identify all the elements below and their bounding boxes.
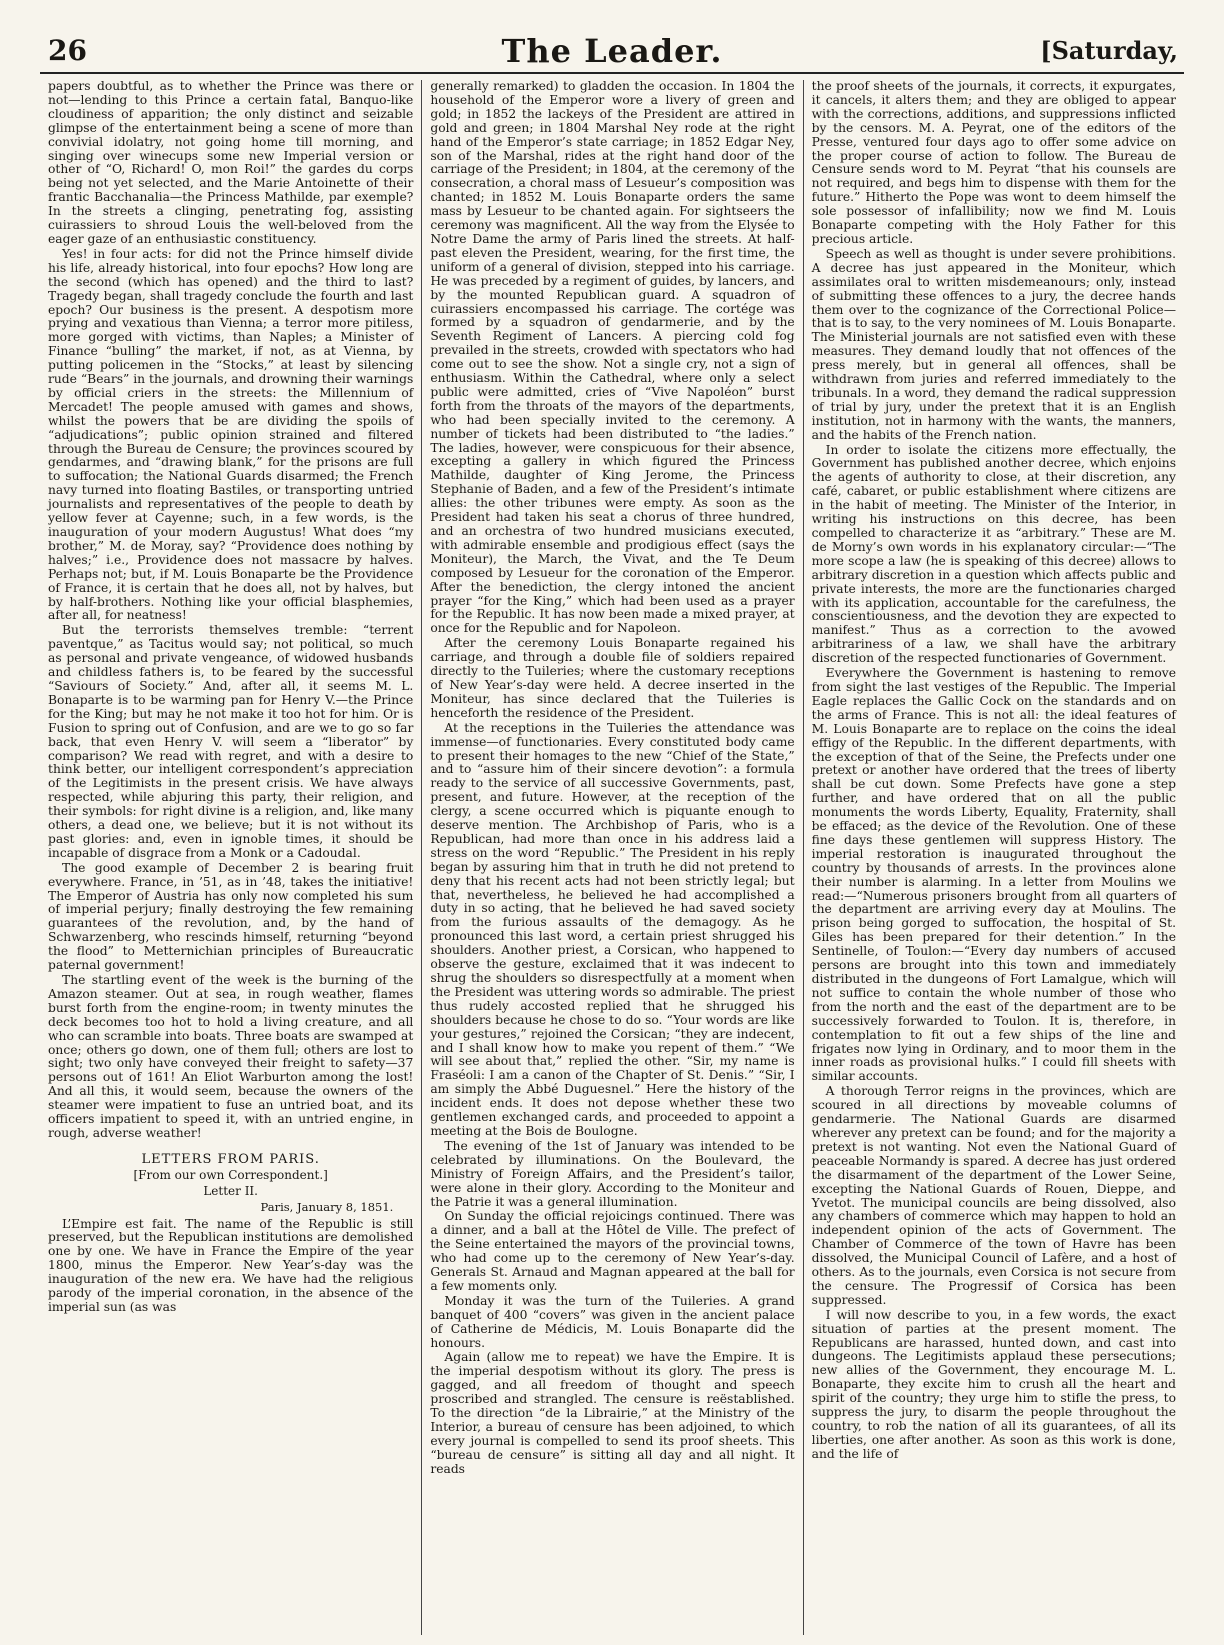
column-3 [803, 80, 1184, 1635]
paragraph: L’Empire est fait. The name of the Republic is still preserved, but the Republican institutions are demolished one by one. We have in France the Empire of the year 1800, minus the Emperor. New Year’s-day was the inauguration of the new era. We have had the religious parody of the imperial coronation, in the absence of the imperial sun (as was [48, 1216, 414, 1314]
paragraph: The good example of December 2 is bearing fruit everywhere. France, in ’51, as in ’48, takes the initiative! The Emperor of Austria has only now completed his sum of imperial perjury; finally destroying the few remaining guarantees of the revolution, and, by the hand of Schwarzenberg, who rescinds himself, returning “beyond the flood” to Metternichian principles of Bureaucratic paternal government! [48, 860, 414, 973]
paragraph: Yes! in four acts: for did not the Prince himself divide his life, already historical, into four epochs? How long are the second (which has opened) and the third to last? Tragedy began, shall tragedy conclude the fourth and last epoch? Our business is the present. A despotism more prying and vexatious than Vienna; a terror more pitiless, more gorged with victims, than Naples; a Minister of Finance “bulling” the market, if not, as at Vienna, by putting policemen in the “Stocks,” at least by silencing rude “Bears” in the journals, and drowning their warnings by official criers in the streets: the Millennium of Mercadet! The people amused with games and shows, whilst the powers that be are dividing the spoils of “adjudications”; public opinion strained and filtered through the Bureau de Censure; the provinces scoured by gendarmes, and “drawing blank,” for the prisons are full to suffocation; the National Guards disarmed; the French navy turned into floating Bastiles, or transporting untried journalists and representatives of the people to death by yellow fever at Cayenne; such, in a few words, is the inauguration of your modern Augustus! What does “my brother,” M. de Moray, say? “Providence does nothing by halves;” i.e., Providence does not massacre by halves. Perhaps not; but, if M. Louis Bonaparte be the Providence of France, it is certain that he does all, not by halves, but by half-brothers. Nothing like your official blasphemies, after all, for neatness! [48, 246, 414, 623]
paragraph: The startling event of the week is the burning of the Amazon steamer. Out at sea, in rough weather, flames burst forth from the engine-room; in twenty minutes the deck becomes too hot to hold a living creature, and all who can scramble into boats. Three boats are swamped at once; others go down, one of them full; others are lost to sight; two only have conveyed their freight to safety—37 persons out of 161! An Eliot Warburton among the lost! And all this, it would seem, because the owners of the steamer were impatient to fuse an untried boat, and its officers impatient to speed it, with an untried engine, in rough, adverse weather! [48, 973, 414, 1140]
section-heading: LETTERS FROM PARIS. [141, 1151, 320, 1167]
paragraph: Monday it was the turn of the Tuileries. A grand banquet of 400 “covers” was given in the ancient palace of Catherine de Médicis, M. Louis Bonaparte did the honours. [430, 1293, 795, 1350]
paragraph: After the ceremony Louis Bonaparte regained his carriage, and through a double file of soldiers repaired directly to the Tuileries; where the customary receptions of New Year’s-day were held. A decree inserted in the Moniteur, has since declared that the Tuileries is henceforth the residence of the President. [430, 636, 795, 720]
paragraph: A thorough Terror reigns in the provinces, which are scoured in all directions by moveable columns of gendarmerie. The National Guards are disarmed wherever any pretext can be found; and for the majority a pretext is not wanting. Not even the National Guard of peaceable Normandy is spared. A decree has just ordered the disarmament of the department of the Lower Seine, excepting the National Guards of Rouen, Dieppe, and Yvetot. The municipal councils are being dissolved, also any chambers of commerce which may happen to hold an independent opinion of the acts of Government. The Chamber of Commerce of the town of Havre has been dissolved, the Municipal Council of Lafère, and a host of others. As to the journals, even Corsica is not secure from the censure. The Progressif of Corsica has been suppressed. [811, 1084, 1176, 1307]
masthead-title: The Leader. [501, 32, 723, 70]
paragraph: Again (allow me to repeat) we have the Empire. It is the imperial despotism without its glory. The press is gagged, and all freedom of thought and speech proscribed and strangled. The censure is reëstablished. To the direction “de la Librairie,” at the Ministry of the Interior, a bureau of censure has been adjoined, to which every journal is compelled to send its proof sheets. This “bureau de censure” is sitting all day and all night. It reads [430, 1350, 795, 1476]
paragraph: The evening of the 1st of January was intended to be celebrated by illuminations. On the Boulevard, the Ministry of Foreign Affairs, and the President’s tailor, were alone in their glory. According to the Moniteur and the Patrie it was a general illumination. [430, 1138, 795, 1209]
paragraph: I will now describe to you, in a few words, the exact situation of parties at the present moment. The Republicans are harassed, hunted down, and cast into dungeons. The Legitimists applaud these persecutions; new allies of the Government, they encourage M. L. Bonaparte, they excite him to crush all the heart and spirit of the country; they urge him to stifle the press, to suppress the jury, to disarm the people throughout the country, to rob the nation of all its guarantees, of all its liberties, one after another. As soon as this work is done, and the life of [811, 1307, 1176, 1461]
column-2 [421, 80, 802, 1635]
section-header [48, 1153, 413, 1215]
letter-date: Paris, January 8, 1851. [260, 1199, 394, 1214]
paragraph: On Sunday the official rejoicings continued. There was a dinner, and a ball at the Hôtel de Ville. The prefect of the Seine entertained the mayors of the provincial towns, who had come up to the ceremony of New Year’s-day. Generals St. Arnaud and Magnan appeared at the ball for a few moments only. [430, 1209, 795, 1293]
section-subheading: [From our own Correspondent.] [133, 1167, 328, 1182]
paragraph: generally remarked) to gladden the occasion. In 1804 the household of the Emperor wore a livery of green and gold; in 1852 the lackeys of the President are attired in gold and green; in 1804 Marshal Ney rode at the right hand of the Emperor’s state carriage; in 1852 Edgar Ney, son of the Marshal, rides at the right hand door of the carriage of the President; in 1804, at the ceremony of the consecration, a choral mass of Lesueur’s composition was chanted; in 1852 M. Louis Bonaparte orders the same mass by Lesueur to be chanted again. For sightseers the ceremony was magnificent. All the way from the Elysée to Notre Dame the army of Paris lined the streets. At half-past eleven the President, wearing, for the first time, the uniform of a general of division, stepped into his carriage. He was preceded by a regiment of guides, by lancers, and by the mounted Republican guard. A squadron of cuirassiers encompassed his carriage. The cortége was formed by a squadron of gendarmerie, and by the Seventh Regiment of Lancers. A piercing cold fog prevailed in the streets, crowded with spectators who had come out to see the show. Not a single cry, not a sign of enthusiasm. Within the Cathedral, where only a select public were admitted, cries of “Vive Napoléon” burst forth from the throats of the mayors of the departments, who had been specially invited to the ceremony. A number of tickets had been distributed to “the ladies.” The ladies, however, were conspicuous for their absence, excepting a gallery in which figured the Princess Mathilde, daughter of King Jerome, the Princess Stephanie of Baden, and a few of the President’s intimate allies: the other tribunes were empty. As soon as the President had taken his seat a chorus of three hundred, and an orchestra of two hundred musicians executed, with admirable ensemble and prodigious effect (says the Moniteur), the March, the Vivat, and the Te Deum composed by Lesueur for the coronation of the Emperor. After the benediction, the clergy intoned the ancient prayer “for the King,” which had been used as a prayer for the Republic. It has now been made a mixed prayer, at once for the Republic and for Napoleon. [430, 80, 795, 636]
paragraph: In order to isolate the citizens more effectually, the Government has published another decree, which enjoins the agents of authority to close, at their discretion, any café, cabaret, or public establishment where citizens are in the habit of meeting. The Minister of the Interior, in writing his instructions on this decree, has been compelled to characterize it as “arbitrary.” These are M. de Morny’s own words in his explanatory circular:—“The more scope a law (he is speaking of this decree) allows to arbitrary discretion in a question which affects public and private interests, the more are the functionaries charged with its application, accountable for the carefulness, the conscientiousness, and the devotion they are expected to manifest.” Thus as a correction to the avowed arbitrariness of a law, we shall have the arbitrary discretion of the respected functionaries of Government. [811, 442, 1176, 666]
paragraph: But the terrorists themselves tremble: “terrent paventque,” as Tacitus would say; not political, so much as personal and private vengeance, of widowed husbands and childless fathers is, to be feared by the successful “Saviours of Society.” And, after all, it seems M. L. Bonaparte is to be warming pan for Henry V.—the Prince for the King; but may he not make it too hot for him. Or is Fusion to spring out of Confusion, and are we to go so far back, that even Henry V. will seem a “liberator” by comparison? We read with regret, and with a desire to think better, our intelligent correspondent’s appreciation of the Legitimists in the present crisis. We have always respected, while abjuring this party, their religion, and their symbols: for right divine is a religion, and, like many others, a dead one, we believe; but it is not without its past glories: and, even in ignoble times, it should be incapable of disgrace from a Monk or a Cadoudal. [48, 623, 414, 860]
text-columns [40, 80, 1184, 1635]
column-1 [40, 80, 421, 1635]
letter-number: Letter II. [203, 1183, 258, 1198]
paragraph: At the receptions in the Tuileries the attendance was immense—of functionaries. Every constituted body came to present their homages to the new “Chief of the State,” and to “assure him of their sincere devotion”: a formula ready to the service of all successive Governments, past, present, and future. However, at the reception of the clergy, a scene occurred which is piquante enough to deserve mention. The Archbishop of Paris, who is a Republican, had more than once in his address laid a stress on the word “Republic.” The President in his reply began by assuring him that in truth he did not pretend to deny that his recent acts had not been strictly legal; but that, nevertheless, he believed he had accomplished a duty in so acting, that he believed he had saved society from the furious assaults of the demagogy. As he pronounced this last word, a certain priest shrugged his shoulders. Another priest, a Corsican, who happened to observe the gesture, exclaimed that it was indecent to shrug the shoulders so disrespectfully at a moment when the President was uttering words so admirable. The priest thus rudely accosted replied that he shrugged his shoulders because he chose to do so. “Your words are like your gestures,” rejoined the Corsican; “they are indecent, and I shall know how to make you repent of them.” “We will see about that,” replied the other. “Sir, my name is Fraséoli: I am a canon of the Chapter of St. Denis.” “Sir, I am simply the Abbé Duguesnel.” Here the history of the incident ends. It does not depose whether these two gentlemen exchanged cards, and proceeded to appoint a meeting at the Bois de Boulogne. [430, 720, 795, 1138]
paragraph: Everywhere the Government is hastening to remove from sight the last vestiges of the Republic. The Imperial Eagle replaces the Gallic Cock on the standards and on the arms of France. This is not all: the ideal features of M. Louis Bonaparte are to replace on the coins the ideal effigy of the Republic. In the different departments, with the exception of that of the Seine, the Prefects under one pretext or another have ordered that the trees of liberty shall be cut down. Some Prefects have gone a step further, and have ordered that on all the public monuments the words Liberty, Equality, Fraternity, shall be effaced; as the device of the Revolution. One of these fine days these gentlemen will suppress History. The imperial restoration is inaugurated throughout the country by thousands of arrests. In the provinces alone their number is alarming. In a letter from Moulins we read:—“Numerous prisoners brought from all quarters of the department are arriving every day at Moulins. The prison being gorged to suffocation, the hospital of St. Giles has been prepared for their detention.” In the Sentinelle, of Toulon:—“Every day numbers of accused persons are brought into this town and immediately distributed in the dungeons of Fort Lamalgue, which will not suffice to contain the whole number of those who from the north and the east of the department are to be successively forwarded to Toulon. It is, therefore, in contemplation to fit out a few ships of the line and frigates now lying in Ordinary, and to moor them in the inner roads as provisional hulks.” I could fill sheets with similar accounts. [811, 666, 1176, 1084]
paragraph: papers doubtful, as to whether the Prince was there or not—lending to this Prince a certain fatal, Banquo-like cloudiness of apparition; the only distinct and seizable glimpse of the entertainment being a scene of more than convivial idolatry, not going home till morning, and singing over winecups some new Imperial version or other of “O, Richard! O, mon Roi!” the gardes du corps being not yet selected, and the Marie Antoinette of their frantic Bacchanalia—the Princess Mathilde, par exemple? In the streets a clinging, penetrating fog, assisting cuirassiers to shroud Louis the well-beloved from the eager gaze of an enthusiastic constituency. [48, 80, 414, 246]
page-number: 26 [48, 34, 87, 67]
header-day: [Saturday, [1040, 36, 1178, 65]
page-header [40, 30, 1184, 74]
paragraph: Speech as well as thought is under severe prohibitions. A decree has just appeared in the Moniteur, which assimilates oral to written misdemeanours; only, instead of submitting these offences to a jury, the decree hands them over to the cognizance of the Correctional Police—that is to say, to the very nominees of M. Louis Bonaparte. The Ministerial journals are not satisfied even with these measures. They demand loudly that not offences of the press merely, but in general all offences, shall be withdrawn from juries and referred immediately to the tribunals. In a word, they demand the radical suppression of trial by jury, under the pretext that it is an English institution, not in harmony with the wants, the manners, and the habits of the French nation. [811, 246, 1176, 442]
paragraph: the proof sheets of the journals, it corrects, it expurgates, it cancels, it alters them; and they are obliged to appear with the corrections, additions, and suppressions inflicted by the censors. M. A. Peyrat, one of the editors of the Presse, ventured four days ago to offer some advice on the proper course of action to follow. The Bureau de Censure sends word to M. Peyrat “that his counsels are not required, and begs him to dispense with them for the future.” Hitherto the Pope was wont to deem himself the sole possessor of infallibility; now we find M. Louis Bonaparte competing with the Holy Father for this precious article. [811, 80, 1176, 246]
